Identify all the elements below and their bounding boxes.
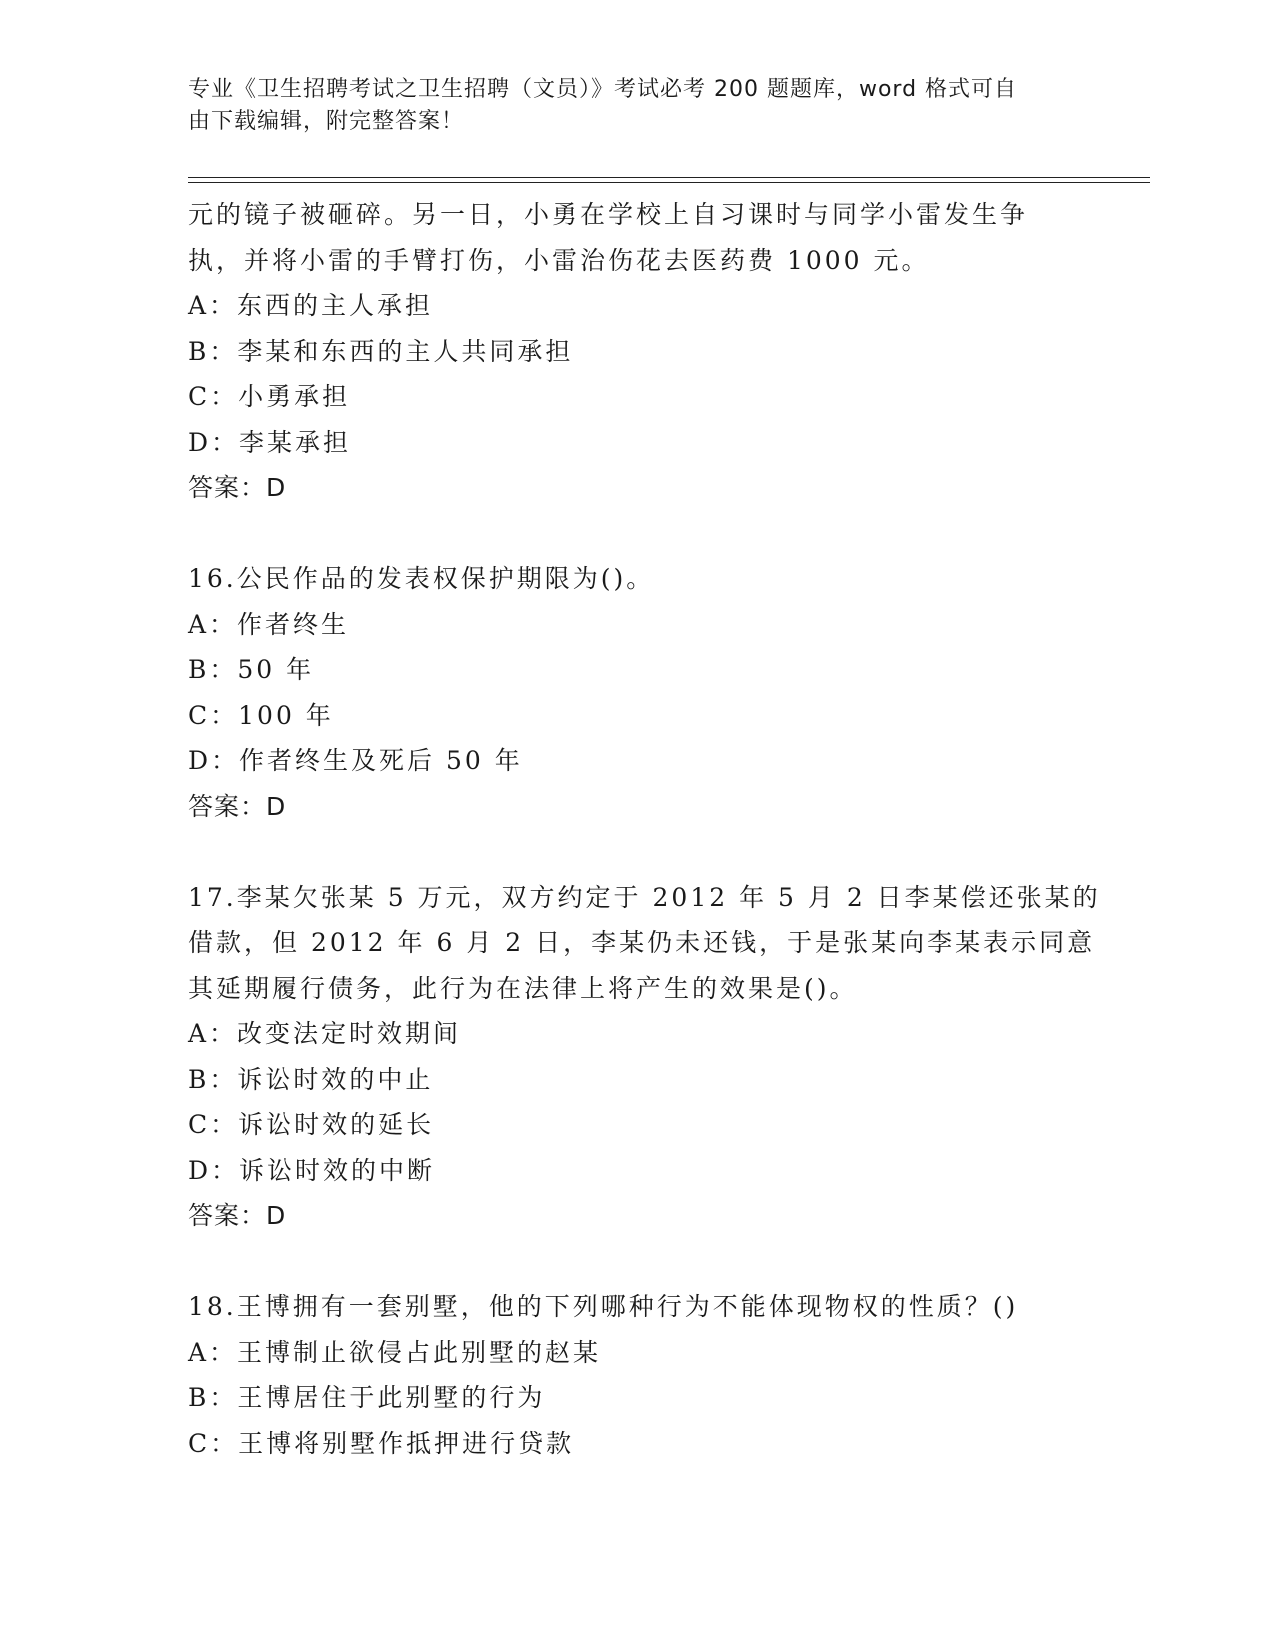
header-line-1: 专业《卫生招聘考试之卫生招聘（文员）》考试必考 200 题题库，word 格式可自 [188,77,1018,102]
option-b: B：50 年 [188,655,315,684]
header-divider-top [188,177,1150,178]
question-text-line: 借款，但 2012 年 6 月 2 日，李某仍未还钱，于是张某向李某表示同意 [188,928,1096,957]
question-fragment [188,192,1088,511]
answer-line: 答案：D [188,473,287,502]
question-text-line: 16.公民作品的发表权保护期限为()。 [188,564,655,593]
question-18 [188,1284,1088,1466]
option-b: B：王博居住于此别墅的行为 [188,1383,546,1412]
option-c: C：100 年 [188,700,334,730]
spacer [188,511,1088,557]
spacer [188,829,1088,875]
question-text-line: 18.王博拥有一套别墅，他的下列哪种行为不能体现物权的性质？() [188,1292,1019,1321]
option-c: C：小勇承担 [188,382,351,411]
question-text-line: 执，并将小雷的手臂打伤，小雷治伤花去医药费 1000 元。 [188,245,930,275]
option-b: B：诉讼时效的中止 [188,1064,434,1094]
document-body [188,192,1101,1466]
option-b: B：李某和东西的主人共同承担 [188,336,574,366]
option-a: A：改变法定时效期间 [188,1019,462,1048]
header-line-2: 由下载编辑，附完整答案！ [188,109,465,134]
option-d: D：作者终生及死后 50 年 [188,746,523,775]
option-a: A：作者终生 [188,609,350,639]
document-header [188,74,1088,138]
question-17 [188,875,1101,1239]
option-d: D：诉讼时效的中断 [188,1155,436,1185]
option-c: C：诉讼时效的延长 [188,1110,435,1139]
option-a: A：东西的主人承担 [188,291,434,320]
question-text-line: 其延期履行债务，此行为在法律上将产生的效果是()。 [188,973,858,1003]
header-divider-bottom [188,182,1150,183]
question-text-line: 17.李某欠张某 5 万元，双方约定于 2012 年 5 月 2 日李某偿还张某的 [188,882,1101,912]
answer-line: 答案：D [188,791,287,821]
spacer [188,1239,1088,1285]
answer-line: 答案：D [188,1201,287,1230]
question-16 [188,556,1088,829]
option-c: C：王博将别墅作抵押进行贷款 [188,1428,575,1458]
question-text-line: 元的镜子被砸碎。另一日，小勇在学校上自习课时与同学小雷发生争 [188,200,1029,229]
option-d: D：李某承担 [188,427,352,457]
option-a: A：王博制止欲侵占此别墅的赵某 [188,1337,602,1367]
